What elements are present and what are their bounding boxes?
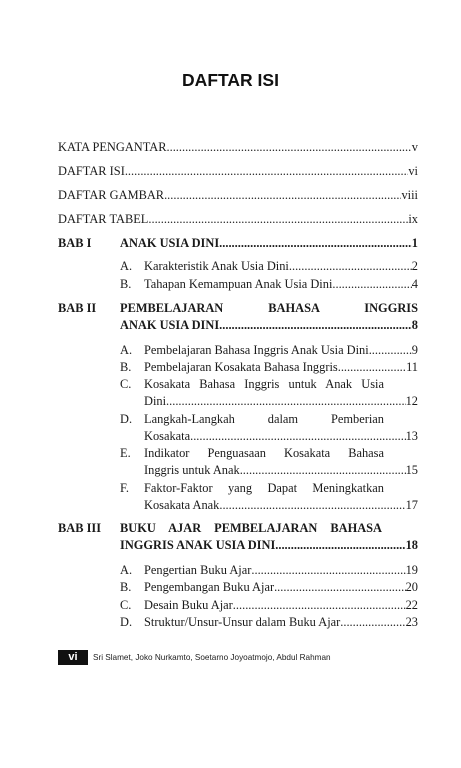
section-page: 22 [405,598,418,612]
section-letter: C. [120,598,132,612]
section-page: 13 [405,429,418,443]
chapter-title-line2: INGGRIS ANAK USIA DINI [120,538,276,552]
toc-section-2b[interactable] [120,359,418,376]
section-title: Pembelajaran Kosakata Bahasa Inggris [144,360,338,374]
section-title-line1: Kosakata Bahasa Inggris untuk Anak Usia [144,377,384,391]
leader-dots [125,163,409,180]
section-title-line2: Inggris untuk Anak [144,463,240,477]
section-title-line2: Kosakata Anak [144,498,220,512]
toc-entry-kata-pengantar[interactable] [58,139,418,156]
page-title: DAFTAR ISI [182,70,279,90]
chapter-page: 8 [411,318,418,332]
toc-entry-page: v [411,140,418,154]
leader-dots [219,317,412,334]
section-page: 2 [411,259,418,273]
toc-section-3a[interactable] [120,562,418,579]
toc-chapter-2-cont[interactable] [120,317,418,334]
chapter-page: 1 [411,236,418,250]
toc-section-2a[interactable] [120,342,418,359]
leader-dots [148,211,408,228]
section-title-line1: Indikator Penguasaan Kosakata Bahasa [144,446,384,460]
toc-entry-page: vi [408,164,418,178]
section-letter: F. [120,481,129,495]
toc-entry-page: viii [401,188,418,202]
section-page: 11 [406,360,418,374]
section-page: 19 [405,563,418,577]
toc-chapter-3-cont[interactable] [120,537,418,554]
toc-section-2d[interactable] [120,411,418,428]
chapter-title-line2: ANAK USIA DINI [120,318,220,332]
chapter-number: BAB II [58,301,97,315]
toc-entry-label: DAFTAR ISI [58,164,125,178]
leader-dots [340,614,405,631]
chapter-page: 18 [405,538,418,552]
section-page: 15 [405,463,418,477]
section-letter: C. [120,377,132,391]
section-title: Desain Buku Ajar [144,598,233,612]
chapter-number: BAB I [58,236,92,250]
toc-chapter-3[interactable] [58,520,418,537]
toc-entry-label: DAFTAR TABEL [58,212,149,226]
section-letter: D. [120,615,133,629]
section-letter: A. [120,563,133,577]
leader-dots [190,428,406,445]
toc-entry-label: DAFTAR GAMBAR [58,188,165,202]
leader-dots [166,393,406,410]
leader-dots [251,562,405,579]
section-letter: B. [120,580,132,594]
section-title-line2: Dini [144,394,167,408]
leader-dots [338,359,406,376]
section-page: 17 [405,498,418,512]
section-title: Pengembangan Buku Ajar [144,580,275,594]
section-title-line1: Faktor-Faktor yang Dapat Meningkatkan [144,481,384,495]
toc-chapter-1[interactable] [58,235,418,252]
toc-section-1b[interactable] [120,276,418,293]
leader-dots [219,497,405,514]
section-letter: A. [120,343,133,357]
leader-dots [164,187,401,204]
toc-entry-daftar-isi[interactable] [58,163,418,180]
section-title-line1: Langkah-Langkah dalam Pemberian [144,412,384,426]
chapter-number: BAB III [58,521,102,535]
leader-dots [219,235,412,252]
section-letter: B. [120,277,132,291]
toc-section-2c-cont[interactable] [144,393,418,410]
chapter-title: ANAK USIA DINI [120,236,220,250]
toc-section-3b[interactable] [120,579,418,596]
footer-page-number: vi [58,650,88,665]
section-title: Pembelajaran Bahasa Inggris Anak Usia Dini [144,343,369,357]
chapter-title-line1: PEMBELAJARAN BAHASA INGGRIS [120,301,418,315]
leader-dots [274,579,406,596]
section-title: Struktur/Unsur-Unsur dalam Buku Ajar [144,615,341,629]
section-page: 20 [405,580,418,594]
leader-dots [167,139,412,156]
section-title-line2: Kosakata [144,429,191,443]
section-letter: B. [120,360,132,374]
footer-authors: Sri Slamet, Joko Nurkamto, Soetarno Joyoatmojo, Abdul Rahman [93,653,331,662]
toc-chapter-2[interactable] [58,300,418,317]
leader-dots [332,276,411,293]
leader-dots [369,342,412,359]
leader-dots [233,597,406,614]
toc-section-2e[interactable] [120,445,418,462]
section-letter: D. [120,412,133,426]
leader-dots [289,258,412,275]
section-letter: A. [120,259,133,273]
section-title: Pengertian Buku Ajar [144,563,252,577]
section-page: 4 [411,277,418,291]
section-title: Karakteristik Anak Usia Dini [144,259,289,273]
leader-dots [275,537,405,554]
toc-entry-page: ix [408,212,418,226]
toc-section-1a[interactable] [120,258,418,275]
toc-entry-daftar-tabel[interactable] [58,211,418,228]
section-page: 9 [411,343,418,357]
leader-dots [240,462,406,479]
toc-section-3d[interactable] [120,614,418,631]
toc-section-2e-cont[interactable] [144,462,418,479]
chapter-title-line1: BUKU AJAR PEMBELAJARAN BAHASA [120,521,382,535]
toc-section-3c[interactable] [120,597,418,614]
toc-entry-daftar-gambar[interactable] [58,187,418,204]
section-page: 12 [405,394,418,408]
toc-section-2f-cont[interactable] [144,497,418,514]
section-title: Tahapan Kemampuan Anak Usia Dini [144,277,333,291]
toc-entry-label: KATA PENGANTAR [58,140,167,154]
section-letter: E. [120,446,131,460]
toc-section-2c[interactable] [120,376,418,393]
toc-section-2d-cont[interactable] [144,428,418,445]
section-page: 23 [405,615,418,629]
toc-section-2f[interactable] [120,480,418,497]
